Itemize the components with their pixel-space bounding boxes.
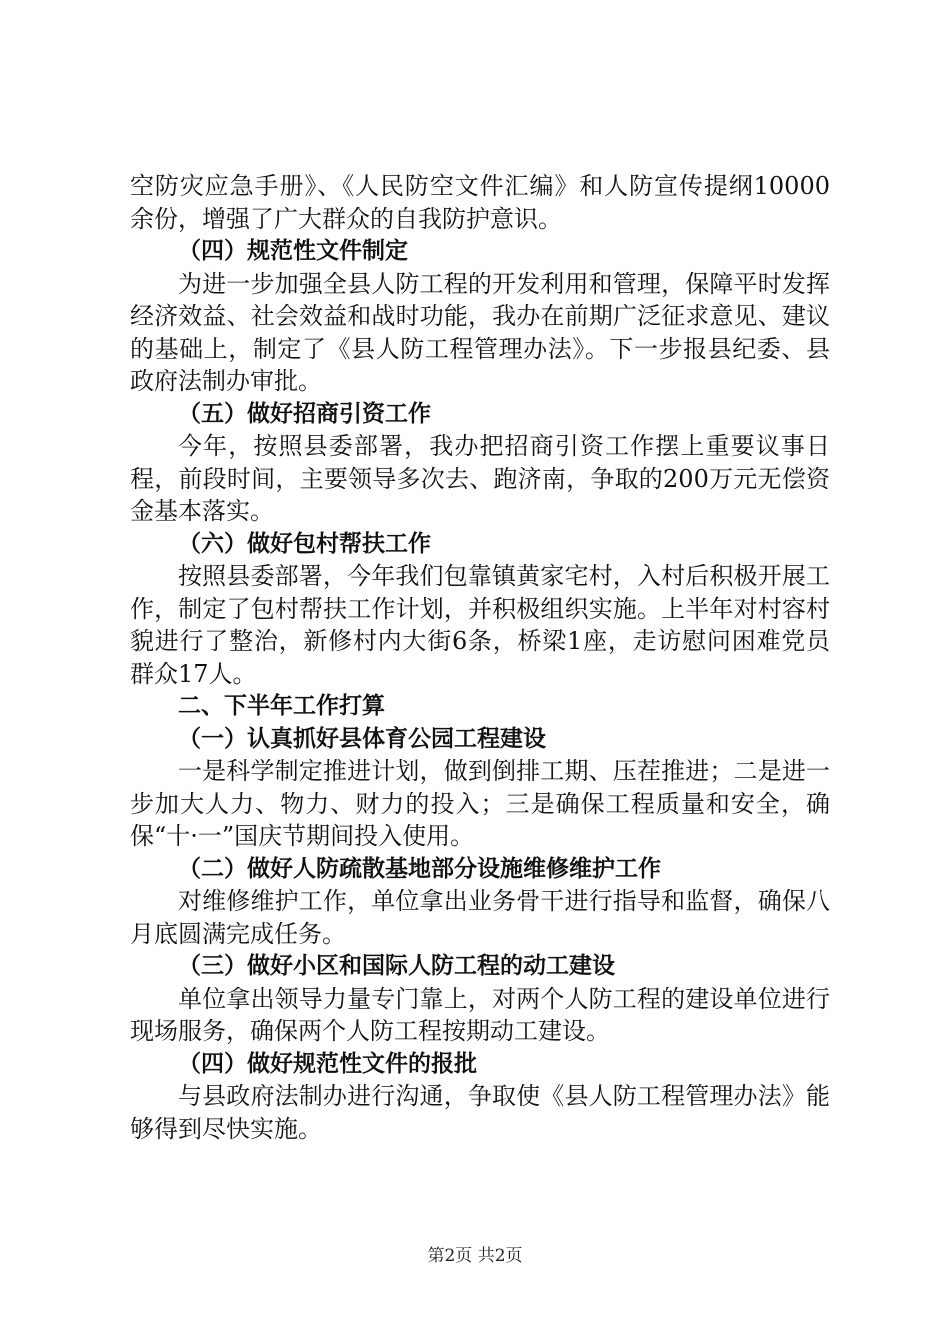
subheading-2-facility-maintenance: （二）做好人防疏散基地部分设施维修维护工作 bbox=[178, 855, 661, 882]
paragraph-document-approval: 与县政府法制办进行沟通，争取使《县人防工程管理办法》能够得到尽快实施。 bbox=[130, 1082, 830, 1143]
document-body bbox=[130, 170, 830, 1145]
paragraph-project-construction: 单位拿出领导力量专门靠上，对两个人防工程的建设单位进行现场服务，确保两个人防工程按期动工建设。 bbox=[130, 984, 830, 1045]
subheading-5-investment-attraction: （五）做好招商引资工作 bbox=[178, 400, 431, 427]
paragraph-regulatory-documents: 为进一步加强全县人防工程的开发利用和管理，保障平时发挥经济效益、社会效益和战时功能，我办在前期广泛征求意见、建议的基础上，制定了《县人防工程管理办法》。下一步报县纪委、县政府法制办审批。 bbox=[130, 269, 830, 395]
paragraph-facility-maintenance: 对维修维护工作，单位拿出业务骨干进行指导和监督，确保八月底圆满完成任务。 bbox=[130, 887, 830, 948]
subheading-4-document-approval: （四）做好规范性文件的报批 bbox=[178, 1050, 477, 1077]
subheading-6-village-assistance: （六）做好包村帮扶工作 bbox=[178, 530, 431, 557]
subheading-1-sports-park: （一）认真抓好县体育公园工程建设 bbox=[178, 725, 546, 752]
paragraph-sports-park: 一是科学制定推进计划，做到倒排工期、压茬推进；二是进一步加大人力、物力、财力的投入；三是确保工程质量和安全，确保“十·一”国庆节期间投入使用。 bbox=[130, 757, 830, 850]
paragraph-investment-attraction: 今年，按照县委部署，我办把招商引资工作摆上重要议事日程，前段时间，主要领导多次去、跑济南，争取的200万元无偿资金基本落实。 bbox=[130, 432, 830, 525]
subheading-3-project-construction: （三）做好小区和国际人防工程的动工建设 bbox=[178, 953, 615, 979]
page-number-footer: 第2页 共2页 bbox=[427, 1246, 523, 1266]
paragraph-village-assistance: 按照县委部署，今年我们包靠镇黄家宅村，入村后积极开展工作，制定了包村帮扶工作计划，并积极组织实施。上半年对村容村貌进行了整治，新修村内大街6条，桥梁1座，走访慰问困难党员群众17人。 bbox=[130, 562, 830, 688]
section-heading-second-half-plan: 二、下半年工作打算 bbox=[178, 693, 385, 719]
subheading-4-regulatory-documents: （四）规范性文件制定 bbox=[178, 238, 408, 264]
paragraph-continuation: 空防灾应急手册》、《人民防空文件汇编》和人防宣传提纲10000余份，增强了广大群众的自我防护意识。 bbox=[130, 172, 830, 233]
